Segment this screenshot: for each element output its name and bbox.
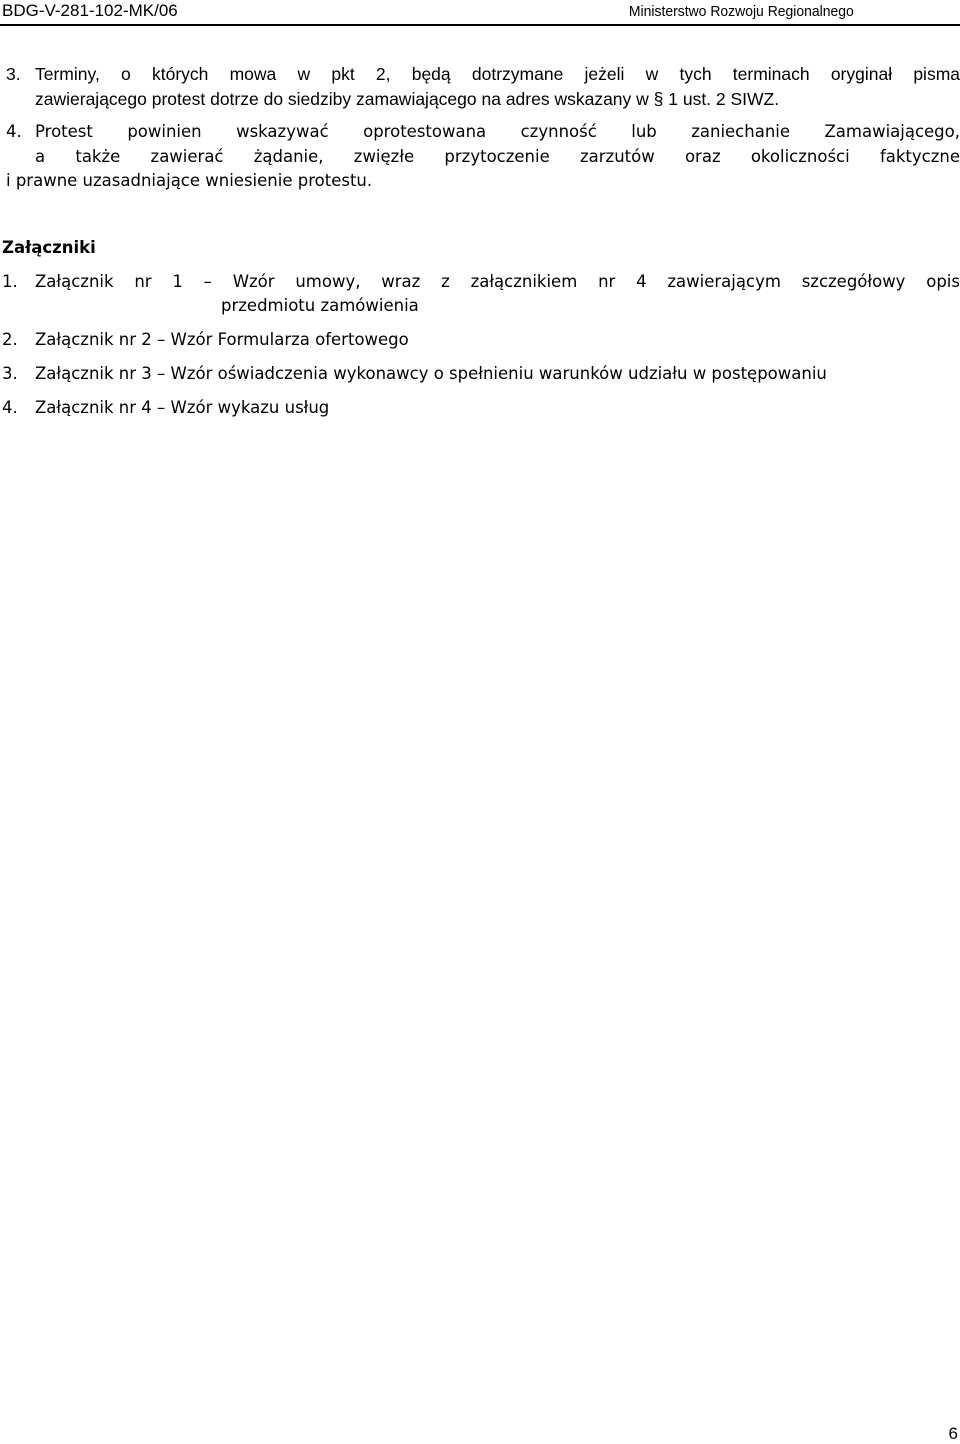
attachment-number: 1.: [2, 272, 18, 291]
paragraph-text: zawierającego protest dotrze do siedziby zamawiającego na adres wskazany w § 1 ust. 2 SIWZ.: [35, 88, 780, 109]
paragraph-number: 3.: [6, 64, 21, 84]
paragraph-line: [6, 87, 960, 112]
paragraph-text: i prawne uzasadniające wniesienie protestu.: [6, 171, 373, 190]
attachment-item: [2, 362, 960, 387]
paragraph-line: [6, 169, 960, 194]
header-divider: [0, 24, 960, 26]
paragraph-line: [6, 120, 960, 145]
attachments-heading: Załączniki: [2, 238, 96, 257]
document-id: BDG-V-281-102-MK/06: [2, 1, 178, 20]
attachment-text: Załącznik nr 3 – Wzór oświadczenia wykonawcy o spełnieniu warunków udziału w postępowaniu: [35, 364, 827, 383]
paragraph-item-4: [6, 120, 960, 194]
attachment-text: Załącznik nr 4 – Wzór wykazu usług: [35, 398, 330, 417]
ministry-name: Ministerstwo Rozwoju Regionalnego: [629, 3, 854, 20]
paragraph-text: Protest powinien wskazywać oprotestowana czynność lub zaniechanie Zamawiającego,: [35, 122, 960, 141]
attachment-number: 2.: [2, 330, 18, 349]
paragraph-line: [6, 145, 960, 170]
attachment-item: [2, 270, 960, 295]
page-header: [0, 0, 960, 24]
attachment-item: [2, 396, 960, 421]
paragraph-item-3: [6, 62, 960, 111]
attachment-number: 4.: [2, 398, 18, 417]
attachment-text-continued: przedmiotu zamówienia: [221, 296, 419, 315]
attachment-number: 3.: [2, 364, 18, 383]
paragraph-text: Terminy, o których mowa w pkt 2, będą dotrzymane jeżeli w tych terminach oryginał pisma: [35, 64, 960, 84]
paragraph-line: [6, 62, 960, 87]
paragraph-number: 4.: [6, 122, 22, 141]
attachment-text: Załącznik nr 1 – Wzór umowy, wraz z załącznikiem nr 4 zawierającym szczegółowy opis: [35, 272, 960, 291]
attachment-item: [2, 328, 960, 353]
attachment-text: Załącznik nr 2 – Wzór Formularza ofertowego: [35, 330, 409, 349]
paragraph-text: a także zawierać żądanie, zwięzłe przytoczenie zarzutów oraz okoliczności faktyczne: [35, 146, 960, 166]
page-number: 6: [948, 1424, 958, 1443]
